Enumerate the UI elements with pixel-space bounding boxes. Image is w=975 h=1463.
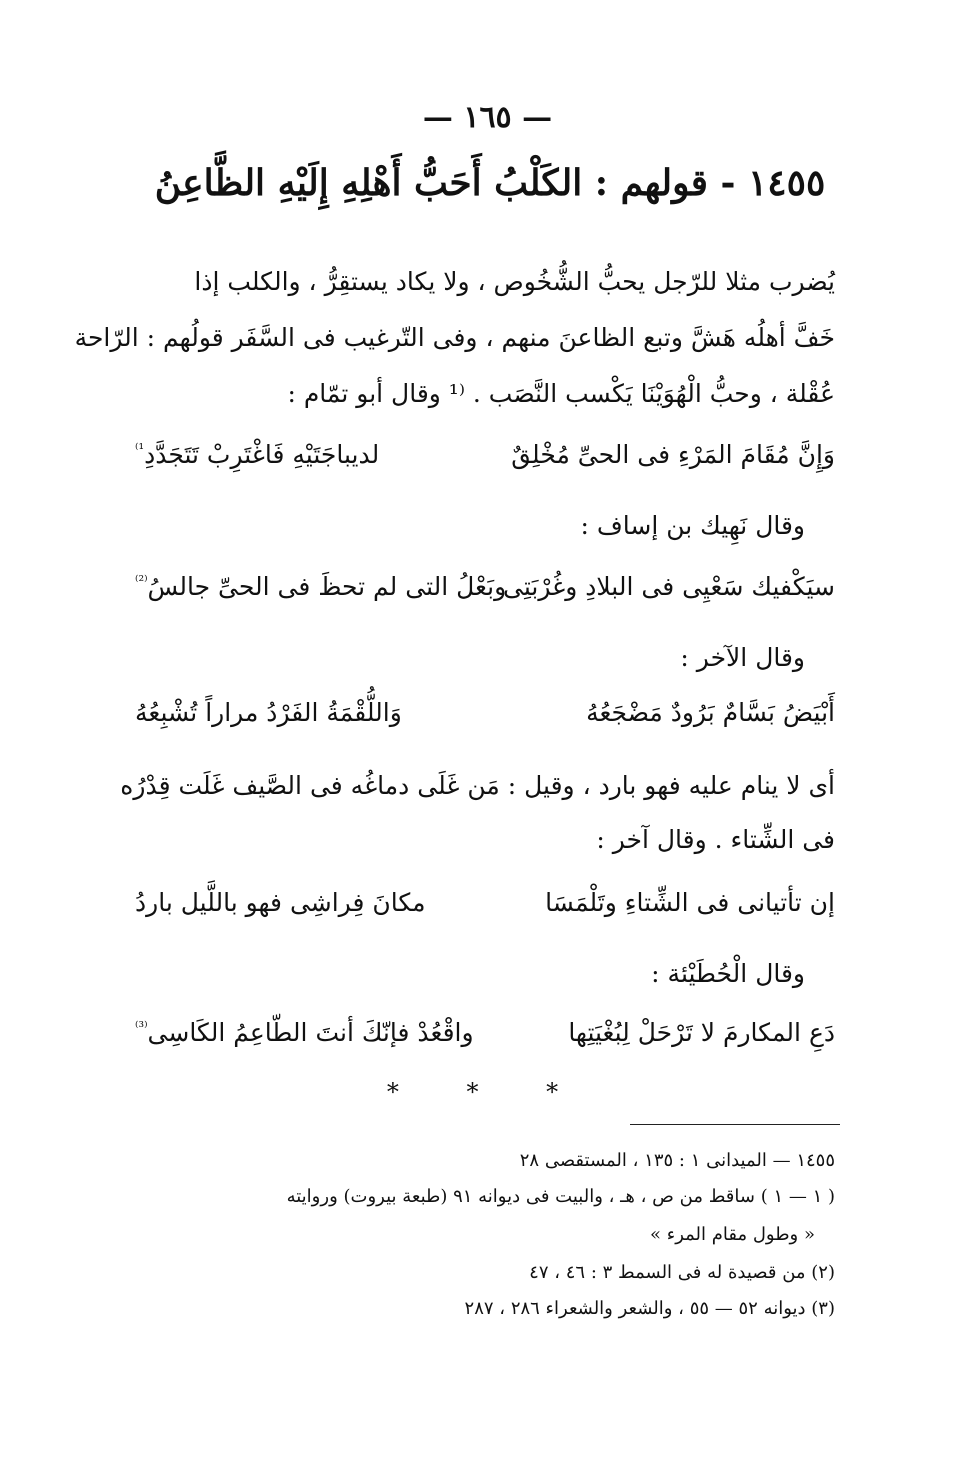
footnote: ( ١ — ١ ) ساقط من ص ، هـ ، والبيت فى ديوانه ٩١ (طبعة بيروت) وروايته xyxy=(286,1186,835,1207)
verse-line xyxy=(135,888,835,932)
verse-hemistich-first: سيَكْفيك سَعْيِى فى البلادِ وغُرْبَتِى xyxy=(503,572,835,601)
paragraph-line: فى الشِّتاء . وقال آخر : xyxy=(596,825,835,854)
verse-line xyxy=(135,1018,835,1062)
verse-intro: وقال الآخر : xyxy=(680,643,805,672)
verse-hemistich-second: وَاللُّقْمَةُ الفَرْدُ مراراً تُشْبِعُهُ xyxy=(135,698,402,727)
paragraph-line: أى لا ينام عليه فهو بارد ، وقيل : مَن غَلَى دماغُه فى الصَّيف غَلَت قِدْرُه xyxy=(120,771,835,800)
verse-line xyxy=(135,698,835,742)
footnote-rule xyxy=(630,1124,840,1125)
footnote: ١٤٥٥ — الميدانى ١ : ١٣٥ ، المستقصى ٢٨ xyxy=(519,1150,835,1171)
footnote-marker: ⁽²⁾ xyxy=(135,573,148,590)
verse-hemistich-second xyxy=(135,1018,474,1047)
verse-hemistich-second: مكانَ فِراشِى فهو باللَّيل باردُ xyxy=(135,888,426,917)
section-separator: * * * xyxy=(386,1078,589,1106)
verse-text: واقْعُدْ فإنّكَ أنتَ الطّاعِمُ الكَاسِى xyxy=(147,1018,474,1047)
verse-text: وبَعْلُ التى لم تحظَ فى الحىِّ جالسُ xyxy=(147,572,507,601)
verse-hemistich-first: دَعِ المكارمَ لا تَرْحَلْ لِبُغْيَتِها xyxy=(568,1018,835,1047)
paragraph-line: عُقْلة ، وحبُّ الْهُوَيْنَا يَكْسب النَّصَب . ⁽¹ وقال أبو تمّام : xyxy=(287,379,835,408)
proverb-heading: ١٤٥٥ - قولهم : الكَلْبُ أَحَبُّ أَهْلِهِ إِلَيْهِ الظَّاعِنُ xyxy=(154,162,826,204)
verse-line xyxy=(135,440,835,484)
verse-intro: وقال نَهِيك بن إساف : xyxy=(580,511,805,540)
footnote-marker: ¹⁾ xyxy=(135,441,145,458)
paragraph-line: خَفَّ أهلُه هَشَّ وتبع الظاعنَ منهم ، وفى التّرغيب فى السَّفَر قولُهم : الرّاحة xyxy=(74,323,835,352)
page-number: — ١٦٥ — xyxy=(422,100,553,135)
verse-line xyxy=(135,572,835,616)
footnote: (٣) ديوانه ٥٢ — ٥٥ ، والشعر والشعراء ٢٨٦ ، ٢٨٧ xyxy=(464,1298,835,1319)
footnote-marker: ⁽³⁾ xyxy=(135,1019,148,1036)
verse-hemistich-first: وَإِنَّ مُقَامَ المَرْءِ فى الحىِّ مُخْلِقٌ xyxy=(511,440,835,469)
footnote: (٢) من قصيدة له فى السمط ٣ : ٤٦ ، ٤٧ xyxy=(529,1262,835,1283)
verse-hemistich-first: إن تأتيانى فى الشِّتاءِ وتَلْمَسَا xyxy=(545,888,835,917)
verse-hemistich-first: أَبْيَضُ بَسَّامٌ بَرُودٌ مَضْجَعُهُ xyxy=(586,698,835,727)
verse-intro: وقال الْحُطَيْئة : xyxy=(651,959,805,988)
verse-text: لديباجَتَيْهِ فَاغْتَرِبْ تَتَجَدَّدِ xyxy=(144,440,380,469)
verse-hemistich-second xyxy=(135,440,379,469)
footnote: « وطول مقام المرء » xyxy=(650,1224,815,1245)
verse-hemistich-second xyxy=(135,572,506,601)
paragraph-line: يُضرب مثلا للرّجل يحبُّ الشُّخُوص ، ولا يكاد يستقِرُّ ، والكلب إذا xyxy=(194,267,835,296)
